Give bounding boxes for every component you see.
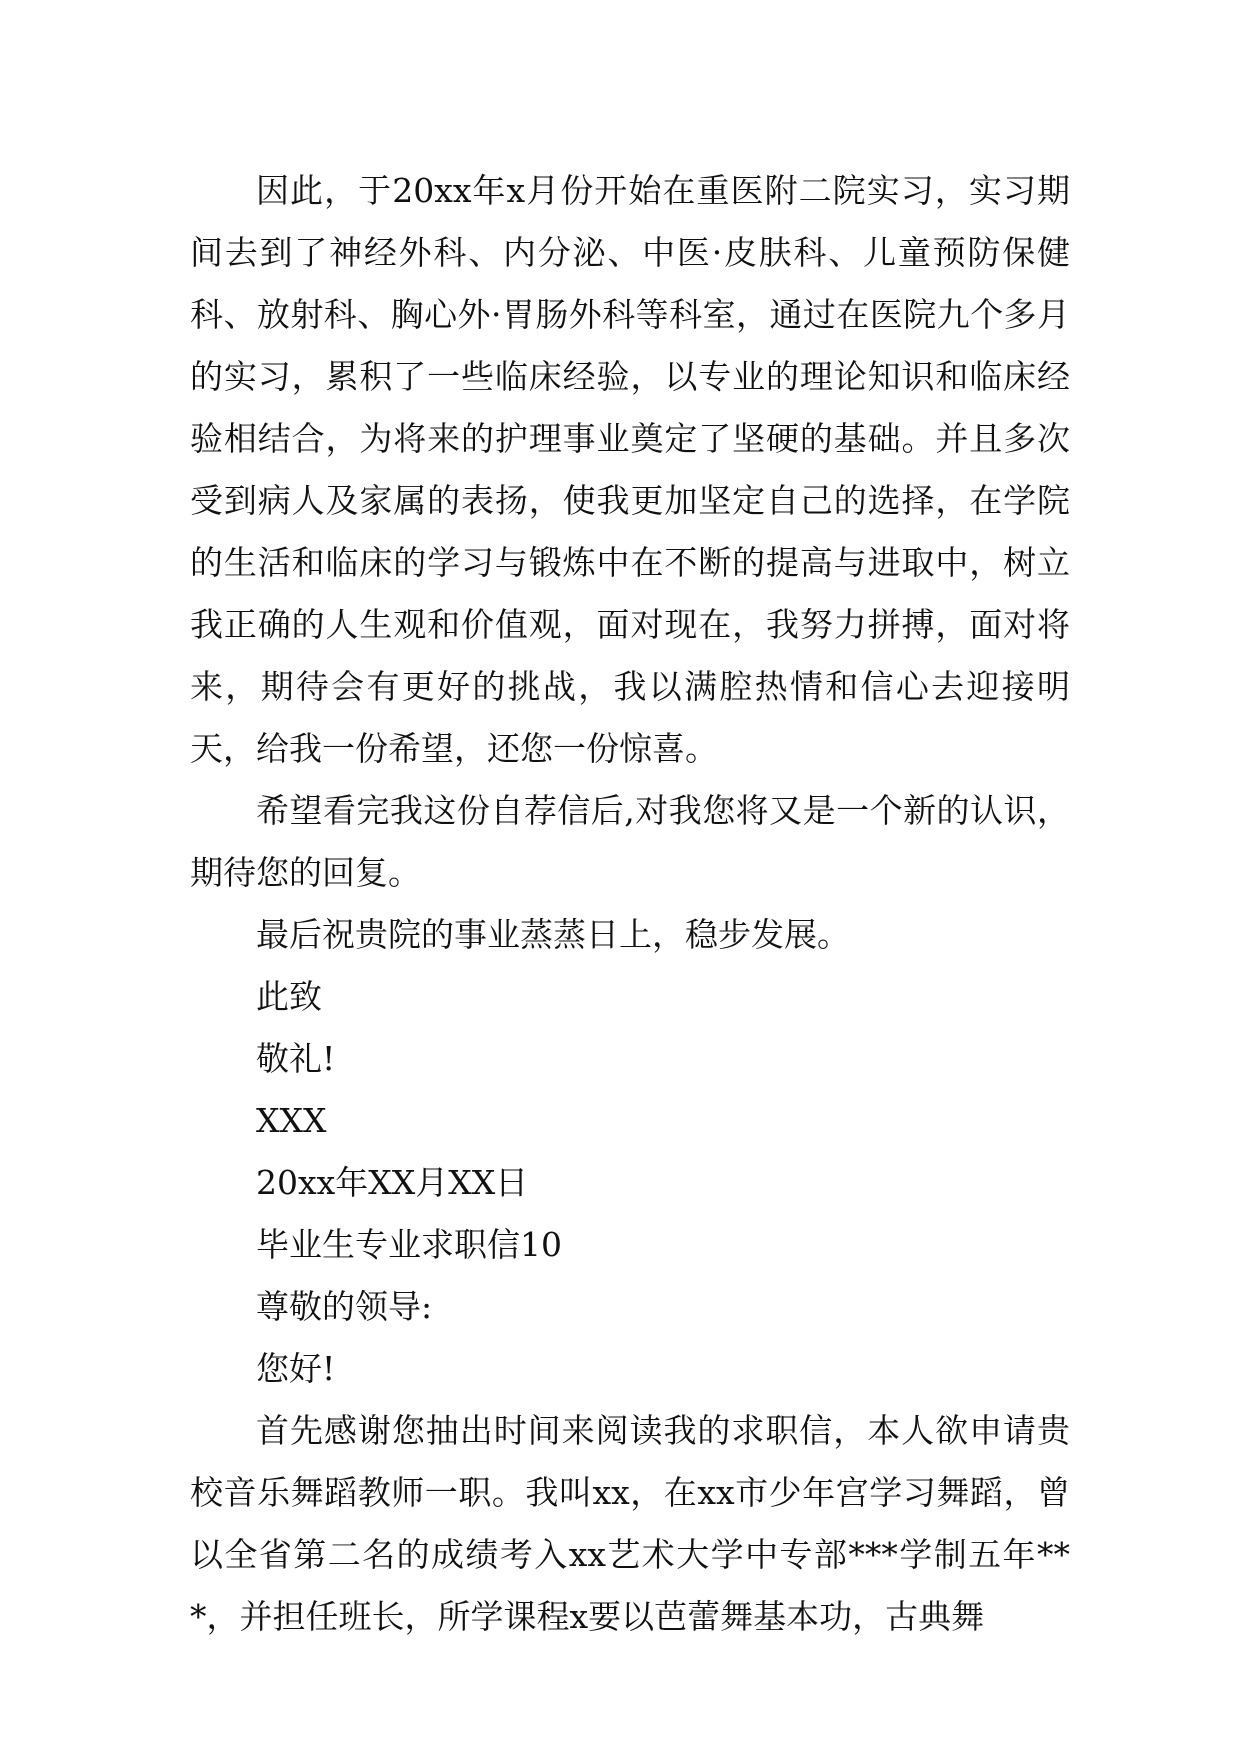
- paragraph-application: 首先感谢您抽出时间来阅读我的求职信，本人欲申请贵校音乐舞蹈教师一职。我叫xx，在xx市少年宫学习舞蹈，曾以全省第二名的成绩考入xx艺术大学中专部***学制五年***，并担任班长，所学课程x要以芭蕾舞基本功，古典舞: [190, 1411, 1070, 1636]
- section-heading: 毕业生专业求职信10: [256, 1225, 562, 1264]
- closing-salutation: 此致: [256, 977, 322, 1016]
- paragraph-wishes: 最后祝贵院的事业蒸蒸日上，稳步发展。: [256, 915, 850, 954]
- signature-name: XXX: [256, 1101, 327, 1140]
- greeting-recipient: 尊敬的领导:: [256, 1287, 433, 1326]
- letter-body: [190, 160, 1070, 1648]
- paragraph-hope: 希望看完我这份自荐信后,对我您将又是一个新的认识，期待您的回复。: [190, 791, 1070, 892]
- greeting-hello: 您好!: [256, 1349, 336, 1388]
- paragraph-internship: 因此，于20xx年x月份开始在重医附二院实习，实习期间去到了神经外科、内分泌、中医·皮肤科、儿童预防保健科、放射科、胸心外·胃肠外科等科室，通过在医院九个多月的实习，累积了一些临床经验，以专业的理论知识和临床经验相结合，为将来的护理事业奠定了坚硬的基础。并且多次受到病人及家属的表扬，使我更加坚定自己的选择，在学院的生活和临床的学习与锻炼中在不断的提高与进取中，树立我正确的人生观和价值观，面对现在，我努力拼搏，面对将来，期待会有更好的挑战，我以满腔热情和信心去迎接明天，给我一份希望，还您一份惊喜。: [190, 171, 1070, 768]
- closing-regards: 敬礼!: [256, 1039, 336, 1078]
- signature-date: 20xx年XX月XX日: [256, 1163, 529, 1202]
